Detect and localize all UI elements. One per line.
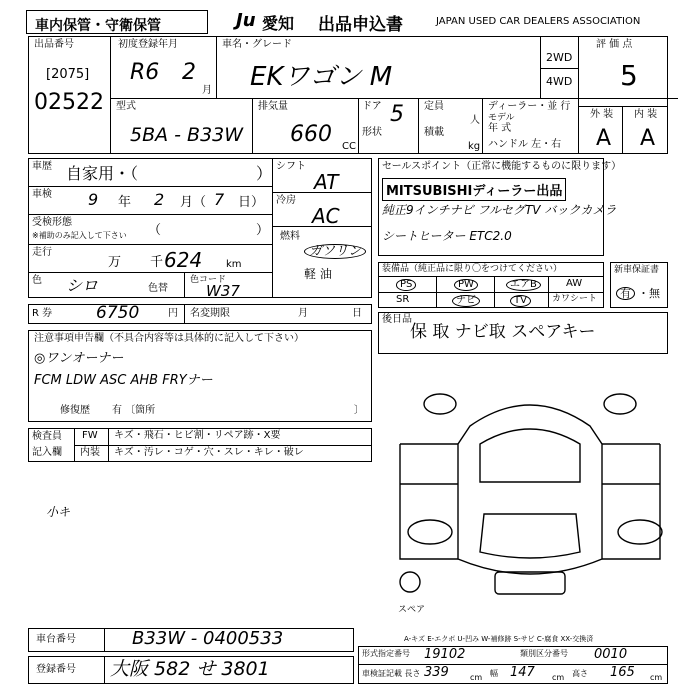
color-code: W37 <box>206 282 240 300</box>
displacement-value: 660 <box>290 122 332 147</box>
equip-ps: PS <box>396 279 416 291</box>
inspector-remark: 小キ <box>46 505 71 519</box>
plate-label: 登録番号 <box>36 664 76 675</box>
history-value: 自家用・（ <box>66 164 139 183</box>
registration-month-unit: 月 <box>202 85 212 96</box>
recycle-label: R 券 <box>32 308 53 319</box>
rating-label: 評 価 点 <box>596 39 633 50</box>
warranty-no: ・無 <box>638 287 660 300</box>
doors-label: ドア <box>362 101 382 112</box>
equip-nav: ナビ <box>452 295 480 307</box>
inspection-year-unit: 年 <box>118 195 132 210</box>
mileage-man: 万 <box>108 255 122 270</box>
doors-value: 5 <box>390 102 404 127</box>
warranty-label: 新車保証書 <box>614 265 660 275</box>
spec-height-unit: cm <box>650 673 663 682</box>
sales-dealer: MITSUBISHIディーラー出品 <box>382 178 566 201</box>
accessories-label: 後日品 <box>382 314 412 325</box>
history-label: 車歴 <box>32 161 52 172</box>
car-diagram <box>380 364 670 614</box>
warranty-yes: 有 <box>616 287 635 300</box>
history-close: ） <box>256 164 273 183</box>
rating-score: 5 <box>620 59 638 92</box>
spec-length-label: 車検証記載 長さ <box>362 669 421 678</box>
name-change-day: 日 <box>352 308 362 319</box>
spec-width-label: 幅 <box>490 669 498 678</box>
equip-tv: TV <box>510 295 531 307</box>
sales-label: セールスポイント（正常に機能するものに限ります） <box>382 161 622 172</box>
model-label: 型式 <box>116 101 136 112</box>
chassis-value: B33W - 0400533 <box>132 628 284 649</box>
aircon-label: 冷房 <box>276 195 296 206</box>
vehicle-name: EKワゴン M <box>250 62 393 92</box>
repair-value: 有 〔箇所 <box>112 405 156 416</box>
receipt-close: ） <box>256 223 270 238</box>
shape-label: 形状 <box>362 127 382 138</box>
form-title: 出品申込書 <box>318 15 403 35</box>
recycle-value: 6750 <box>96 303 140 323</box>
equip-seat: カワシート <box>552 294 598 304</box>
damage-legend: A-キズ E-エクボ U-凹み W-補修跡 S-サビ C-腐食 XX-交換済 <box>404 635 594 643</box>
storage-box <box>26 10 208 34</box>
spec-type-value: 0010 <box>594 647 628 662</box>
inspector-fw: FW <box>82 430 98 441</box>
inspector-label2: 記入欄 <box>32 447 62 458</box>
fuel-label: 燃料 <box>280 231 300 242</box>
equip-sr: SR <box>396 294 410 305</box>
displacement-label: 排気量 <box>258 101 288 112</box>
fuel-value: ガソリン <box>304 244 366 259</box>
dealer-line2: モデル <box>488 113 515 123</box>
inspection-day-unit: 日） <box>238 195 265 210</box>
plate-value: 大阪 582 せ 3801 <box>110 658 270 680</box>
lot-label: 出品番号 <box>34 39 74 50</box>
equip-pw: PW <box>454 279 478 291</box>
mileage-sen: 千 <box>150 255 164 270</box>
name-change-label: 名変期限 <box>190 308 230 319</box>
rating-int: A <box>640 126 656 151</box>
color-label: 色 <box>32 275 42 286</box>
aircon-value: AC <box>312 204 340 228</box>
notes-line1: ◎ワンオーナー <box>34 351 124 366</box>
accessories-value: 保 取 ナビ取 スペアキー <box>410 322 596 342</box>
fuel-diesel: 軽 油 <box>304 267 332 281</box>
spec-form-value: 19102 <box>424 647 466 662</box>
shift-label: シフト <box>276 161 306 172</box>
association-name: JAPAN USED CAR DEALERS ASSOCIATION <box>436 16 641 27</box>
repair-label: 修復歴 <box>60 405 90 416</box>
inspector-int: 内装 <box>80 447 100 458</box>
inspection-year: 9 <box>88 190 99 209</box>
model-value: 5BA - B33W <box>130 124 244 146</box>
sales-line3: シートヒーター ETC2.0 <box>382 229 512 243</box>
notes-line2: FCM LDW ASC AHB FRYナー <box>34 373 213 388</box>
spec-height-value: 165 <box>610 665 635 680</box>
drive-2wd: 2WD <box>546 51 573 64</box>
spec-type-label: 類別区分番号 <box>520 649 568 658</box>
recycle-unit: 円 <box>168 308 178 319</box>
capacity-label: 定員 <box>424 101 444 112</box>
registration-label: 初度登録年月 <box>118 39 178 50</box>
lot-number: 02522 <box>34 90 104 115</box>
rating-ext: A <box>596 126 612 151</box>
inspection-label: 車検 <box>32 189 52 200</box>
load-unit: kg <box>468 141 481 152</box>
equipment-label: 装備品（純正品に限り〇をつけてください） <box>382 264 563 274</box>
drive-4wd: 4WD <box>546 75 573 88</box>
shift-value: AT <box>314 170 339 194</box>
lot-bracket: [2075] <box>46 67 90 82</box>
vehicle-label: 車名・グレード <box>222 39 292 50</box>
inspector-int-items: キズ・汚レ・コゲ・穴・スレ・キレ・破レ <box>114 447 304 458</box>
color-swap-label: 色替 <box>148 283 168 294</box>
inspection-month: 2 <box>154 190 165 209</box>
receipt-value: （ <box>148 223 162 238</box>
registration-era: R6 <box>130 60 160 85</box>
ju-logo: Ju <box>236 10 256 31</box>
capacity-unit: 人 <box>470 115 480 126</box>
logo-text: 愛知 <box>262 14 295 33</box>
chassis-label: 車台番号 <box>36 634 76 645</box>
spec-height-label: 高さ <box>572 669 588 678</box>
spec-form-label: 形式指定番号 <box>362 649 410 658</box>
mileage-unit: km <box>226 259 242 270</box>
inspector-fw-items: キズ・飛石・ヒビ割・リペア跡・X要 <box>114 430 281 441</box>
displacement-unit: CC <box>342 141 356 152</box>
storage-label: 車内保管・守衛保管 <box>35 18 161 34</box>
dealer-line3: 年 式 <box>488 123 512 134</box>
inspection-month-unit: 月（ <box>180 195 207 210</box>
notes-label: 注意事項申告欄（不具合内容等は具体的に記入して下さい） <box>34 333 304 344</box>
inspection-day: 7 <box>214 190 225 209</box>
load-label: 積載 <box>424 127 444 138</box>
spare-label: スペア <box>398 605 426 615</box>
rating-int-label: 内 装 <box>634 109 658 120</box>
equip-airbag: エアB <box>506 279 541 291</box>
spec-length-value: 339 <box>424 665 449 680</box>
equip-aw: AW <box>566 278 583 289</box>
color-code-label: 色コード <box>190 275 227 285</box>
name-change-month: 月 <box>298 308 308 319</box>
repair-close: 〕 <box>354 405 364 416</box>
rating-ext-label: 外 装 <box>590 109 614 120</box>
spec-width-value: 147 <box>510 665 535 680</box>
sales-line2: 純正9インチナビ フルセグTV バックカメラ <box>382 203 617 217</box>
mileage-label: 走行 <box>32 247 52 258</box>
dealer-line1: ディーラー・並 行 <box>488 101 571 112</box>
registration-month: 2 <box>182 60 196 85</box>
color-value: シロ <box>66 276 99 295</box>
mileage-value: 624 <box>164 248 203 272</box>
dealer-line4: ハンドル 左・右 <box>488 139 562 150</box>
spec-length-unit: cm <box>470 673 483 682</box>
receipt-note: ※補助のみ記入して下さい <box>32 231 127 240</box>
inspector-label1: 検査員 <box>32 431 62 442</box>
spec-width-unit: cm <box>552 673 565 682</box>
receipt-label: 受検形態 <box>32 217 72 228</box>
